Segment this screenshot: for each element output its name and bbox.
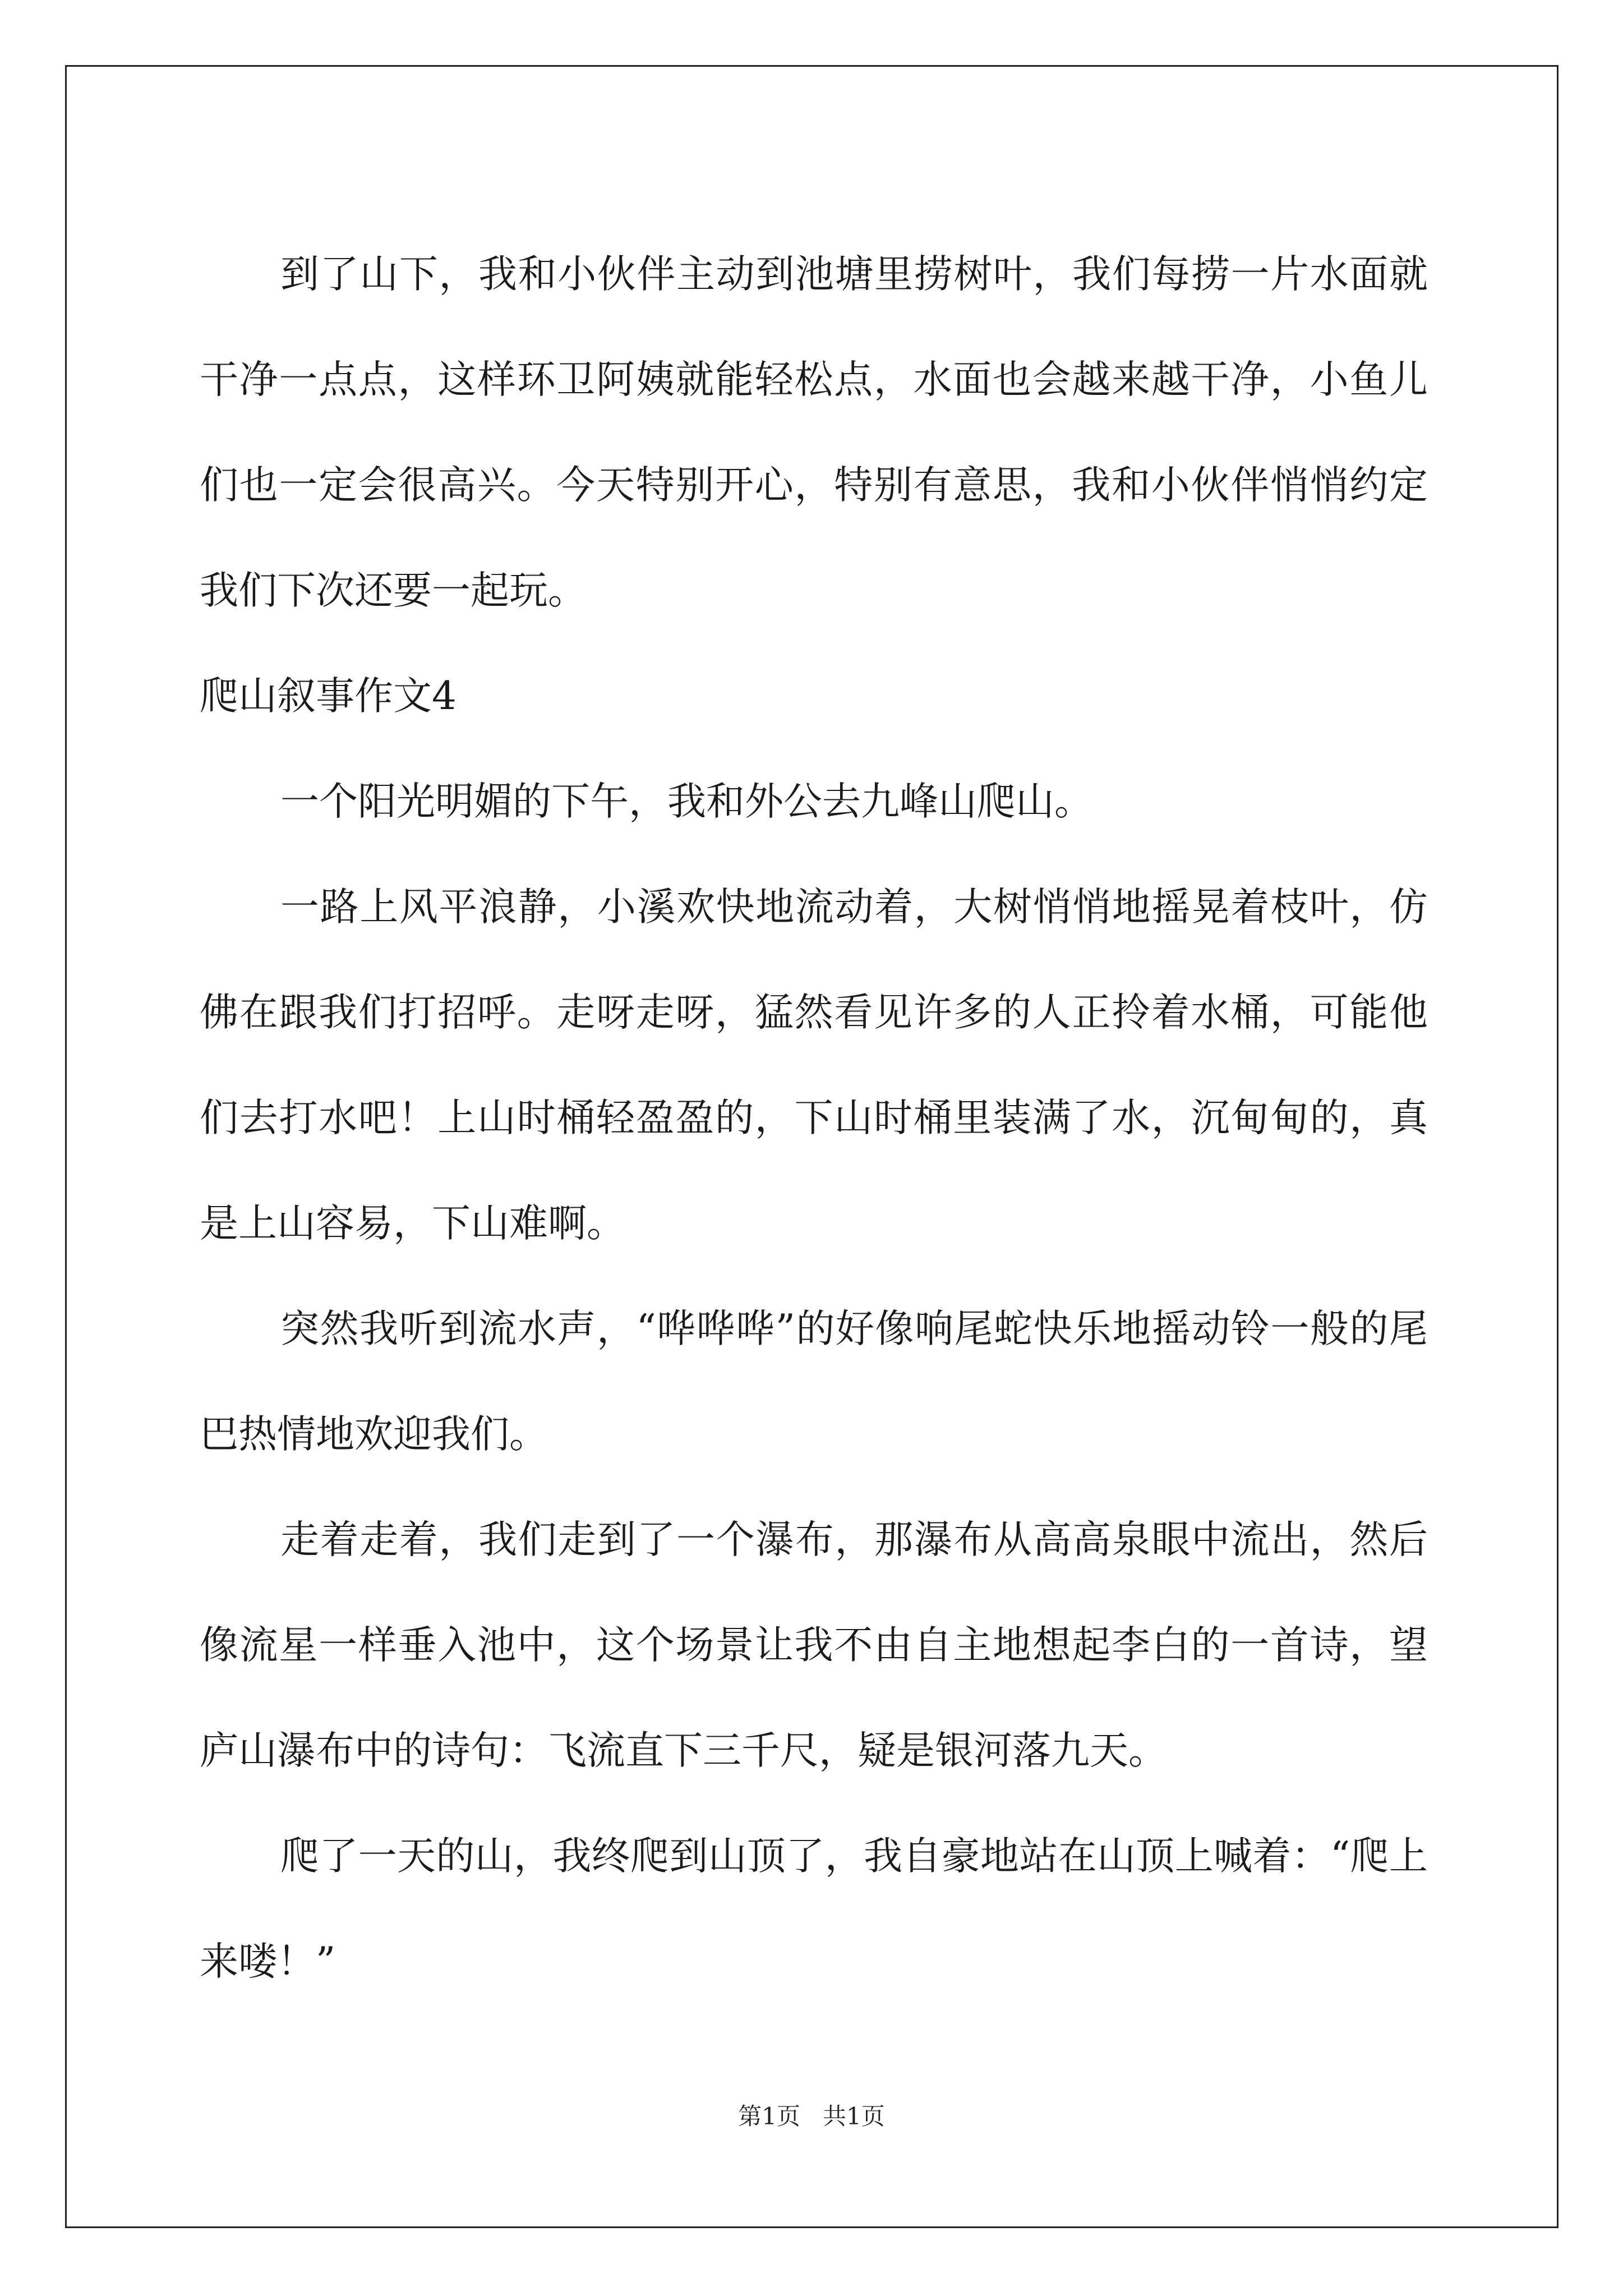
paragraph: 爬了一天的山，我终爬到山顶了，我自豪地站在山顶上喊着：“爬上来喽！” (200, 1834, 1428, 1984)
paragraph: 到了山下，我和小伙伴主动到池塘里捞树叶，我们每捞一片水面就干净一点点，这样环卫阿姨就能轻松点，水面也会越来越干净，小鱼儿们也一定会很高兴。今天特别开心，特别有意思，我和小伙伴悄悄约定我们下次还要一起玩。 (200, 252, 1428, 613)
paragraph: 突然我听到流水声，“哗哗哗”的好像响尾蛇快乐地摇动铃一般的尾巴热情地欢迎我们。 (200, 1306, 1428, 1457)
page-number: 第1页 (738, 2102, 800, 2130)
paragraph: 走着走着，我们走到了一个瀑布，那瀑布从高高泉眼中流出，然后像流星一样垂入池中，这个场景让我不由自主地想起李白的一首诗，望庐山瀑布中的诗句：飞流直下三千尺，疑是银河落九天。 (200, 1517, 1428, 1773)
section-heading: 爬山叙事作文4 (200, 674, 457, 719)
page-footer (0, 2098, 1623, 2132)
document-body (200, 222, 1428, 2014)
page-total: 共1页 (823, 2102, 885, 2130)
paragraph: 一个阳光明媚的下午，我和外公去九峰山爬山。 (280, 779, 1093, 824)
paragraph: 一路上风平浪静，小溪欢快地流动着，大树悄悄地摇晃着枝叶，仿佛在跟我们打招呼。走呀走呀，猛然看见许多的人正拎着水桶，可能他们去打水吧！上山时桶轻盈盈的，下山时桶里装满了水，沉甸甸的，真是上山容易，下山难啊。 (200, 885, 1428, 1246)
